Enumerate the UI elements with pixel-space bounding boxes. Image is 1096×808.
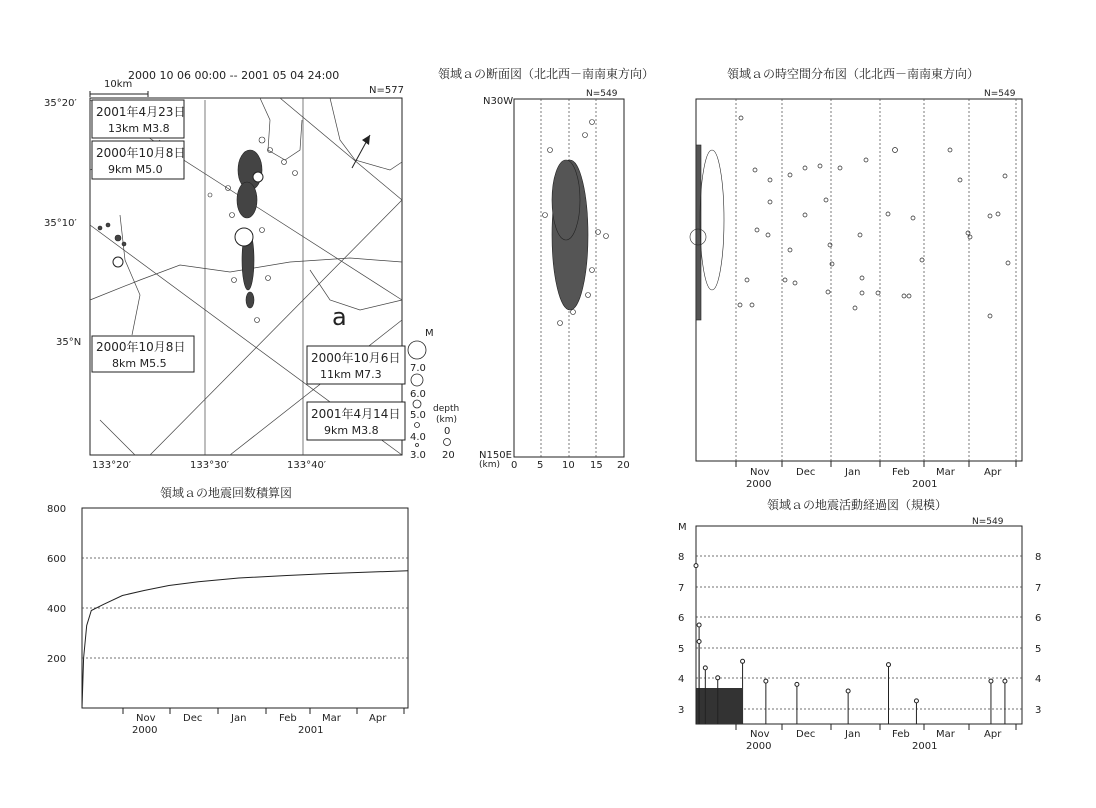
svg-text:7.0: 7.0: [410, 363, 426, 374]
svg-text:11km M7.3: 11km M7.3: [320, 368, 382, 381]
svg-text:7: 7: [678, 583, 685, 594]
svg-text:8km M5.5: 8km M5.5: [112, 357, 167, 370]
cum-month-dec: Dec: [183, 713, 203, 724]
mt-m-label: M: [678, 522, 687, 533]
lat-label-35-20: 35°20′: [44, 98, 77, 109]
svg-text:3: 3: [1035, 705, 1042, 716]
svg-text:4.0: 4.0: [410, 432, 426, 443]
region-label: a: [332, 303, 347, 331]
svg-text:3.0: 3.0: [410, 450, 426, 461]
annotation-box-1: [92, 100, 185, 138]
mt-event-marker: [697, 623, 701, 627]
svg-text:2000年10月8日: 2000年10月8日: [96, 340, 186, 354]
cumulative-gridlines: [82, 558, 408, 658]
mt-year-2001: 2001: [912, 741, 938, 752]
lon-label-133-20: 133°20′: [92, 460, 132, 471]
mt-panel: [678, 497, 1041, 752]
section-xtick-5: 5: [537, 460, 544, 471]
lon-label-133-30: 133°30′: [190, 460, 230, 471]
map-period: 2000 10 06 00:00 -- 2001 05 04 24:00: [128, 69, 340, 82]
svg-text:2001年4月23日: 2001年4月23日: [96, 105, 186, 119]
map-count: N=577: [369, 85, 404, 96]
map-panel: [44, 69, 459, 471]
mt-event-marker: [989, 679, 993, 683]
cumulative-count-line: [82, 571, 408, 708]
st-month-dec: Dec: [796, 467, 816, 478]
svg-text:5: 5: [678, 644, 685, 655]
mt-dense-aftershocks: [696, 688, 742, 724]
svg-text:0: 0: [444, 426, 451, 437]
svg-text:M: M: [425, 328, 434, 339]
annotation-box-3: [92, 336, 194, 372]
map-arrow-head: [362, 135, 370, 145]
lon-label-133-40: 133°40′: [287, 460, 327, 471]
st-month-mar: Mar: [936, 467, 955, 478]
svg-text:6: 6: [1035, 613, 1042, 624]
svg-text:2000年10月6日: 2000年10月6日: [311, 351, 401, 365]
spacetime-title: 領域ａの時空間分布図（北北西－南南東方向）: [727, 67, 980, 81]
lat-label-35-n: 35°N: [56, 337, 82, 348]
mt-event-marker: [886, 663, 890, 667]
mt-event-marker: [1003, 679, 1007, 683]
mt-month-ticks: [736, 724, 1016, 730]
cum-ytick-600: 600: [47, 554, 67, 565]
mt-month-dec: Dec: [796, 729, 816, 740]
svg-text:20: 20: [442, 450, 455, 461]
svg-text:4: 4: [1035, 674, 1042, 685]
section-xtick-20: 20: [617, 460, 630, 471]
epicenter-m7-3: [235, 228, 253, 246]
cumulative-title: 領域ａの地震回数積算図: [160, 486, 293, 500]
svg-text:5: 5: [1035, 644, 1042, 655]
svg-text:2000年10月8日: 2000年10月8日: [96, 146, 186, 160]
svg-text:3: 3: [678, 705, 685, 716]
st-month-nov: Nov: [750, 467, 770, 478]
st-month-jan: Jan: [845, 467, 861, 478]
svg-text:13km M3.8: 13km M3.8: [108, 122, 170, 135]
section-count: N=549: [586, 89, 618, 99]
spacetime-month-ticks: [736, 461, 1016, 467]
mt-event-marker: [846, 689, 850, 693]
mt-month-mar: Mar: [936, 729, 955, 740]
section-panel: [438, 66, 654, 471]
mt-event-marker: [697, 640, 701, 644]
svg-text:2001年4月14日: 2001年4月14日: [311, 407, 401, 421]
cumulative-panel: [47, 485, 408, 736]
spacetime-count: N=549: [984, 89, 1016, 99]
spacetime-gridlines: [736, 99, 1016, 461]
cum-ytick-200: 200: [47, 654, 67, 665]
mt-month-jan: Jan: [845, 729, 861, 740]
section-xtick-0: 0: [511, 460, 518, 471]
spacetime-panel: [690, 66, 1022, 490]
mt-event-marker: [703, 666, 707, 670]
svg-text:6: 6: [678, 613, 685, 624]
cum-year-2001: 2001: [298, 725, 324, 736]
section-xtick-15: 15: [590, 460, 603, 471]
map-scale-label: 10km: [104, 79, 133, 90]
svg-text:5.0: 5.0: [410, 410, 426, 421]
cum-month-feb: Feb: [279, 713, 297, 724]
map-legend: [408, 328, 459, 461]
annotation-box-4: [307, 346, 405, 384]
mt-event-marker: [764, 679, 768, 683]
mt-title: 領域ａの地震活動経過図（規模）: [767, 498, 948, 512]
cum-year-2000: 2000: [132, 725, 158, 736]
section-title: 領域ａの断面図（北北西－南南東方向）: [438, 67, 655, 81]
lat-label-35-10: 35°10′: [44, 218, 77, 229]
st-year-2000: 2000: [746, 479, 772, 490]
svg-text:7: 7: [1035, 583, 1042, 594]
mt-month-apr: Apr: [984, 729, 1002, 740]
cum-ytick-400: 400: [47, 604, 67, 615]
mt-event-marker: [795, 682, 799, 686]
annotation-box-5: [307, 402, 405, 440]
cum-month-apr: Apr: [369, 713, 387, 724]
mt-year-2000: 2000: [746, 741, 772, 752]
cum-month-mar: Mar: [322, 713, 341, 724]
mt-event-marker: [741, 659, 745, 663]
st-month-feb: Feb: [892, 467, 910, 478]
svg-text:9km M3.8: 9km M3.8: [324, 424, 379, 437]
mt-gridlines: [696, 556, 1022, 709]
mt-y-left: [678, 552, 684, 716]
svg-text:9km M5.0: 9km M5.0: [108, 163, 163, 176]
section-xtick-10: 10: [562, 460, 575, 471]
mt-event-marker: [694, 564, 698, 568]
svg-text:(km): (km): [436, 415, 458, 425]
section-top-label: N30W: [483, 96, 514, 107]
st-month-apr: Apr: [984, 467, 1002, 478]
spacetime-events: [690, 145, 724, 320]
mt-event-marker: [914, 699, 918, 703]
svg-text:6.0: 6.0: [410, 389, 426, 400]
section-unit: (km): [479, 460, 501, 470]
cum-ytick-800: 800: [47, 504, 67, 515]
svg-text:8: 8: [678, 552, 685, 563]
cum-month-ticks: [123, 708, 404, 714]
section-bottom-label: N150E: [479, 450, 512, 461]
map-scale-bar: [90, 91, 148, 97]
mt-month-feb: Feb: [892, 729, 910, 740]
mt-month-nov: Nov: [750, 729, 770, 740]
st-year-2001: 2001: [912, 479, 938, 490]
cum-month-jan: Jan: [231, 713, 247, 724]
epicenter-m5-5: [113, 257, 123, 267]
mt-count: N=549: [972, 517, 1004, 527]
section-hypocenters: [543, 120, 609, 326]
mt-y-right: [1035, 552, 1041, 716]
svg-text:depth: depth: [433, 404, 460, 414]
svg-text:8: 8: [1035, 552, 1042, 563]
annotation-box-2: [92, 141, 185, 179]
epicenter-m5-0: [253, 172, 263, 182]
cum-month-nov: Nov: [136, 713, 156, 724]
mt-event-marker: [716, 676, 720, 680]
svg-text:4: 4: [678, 674, 685, 685]
